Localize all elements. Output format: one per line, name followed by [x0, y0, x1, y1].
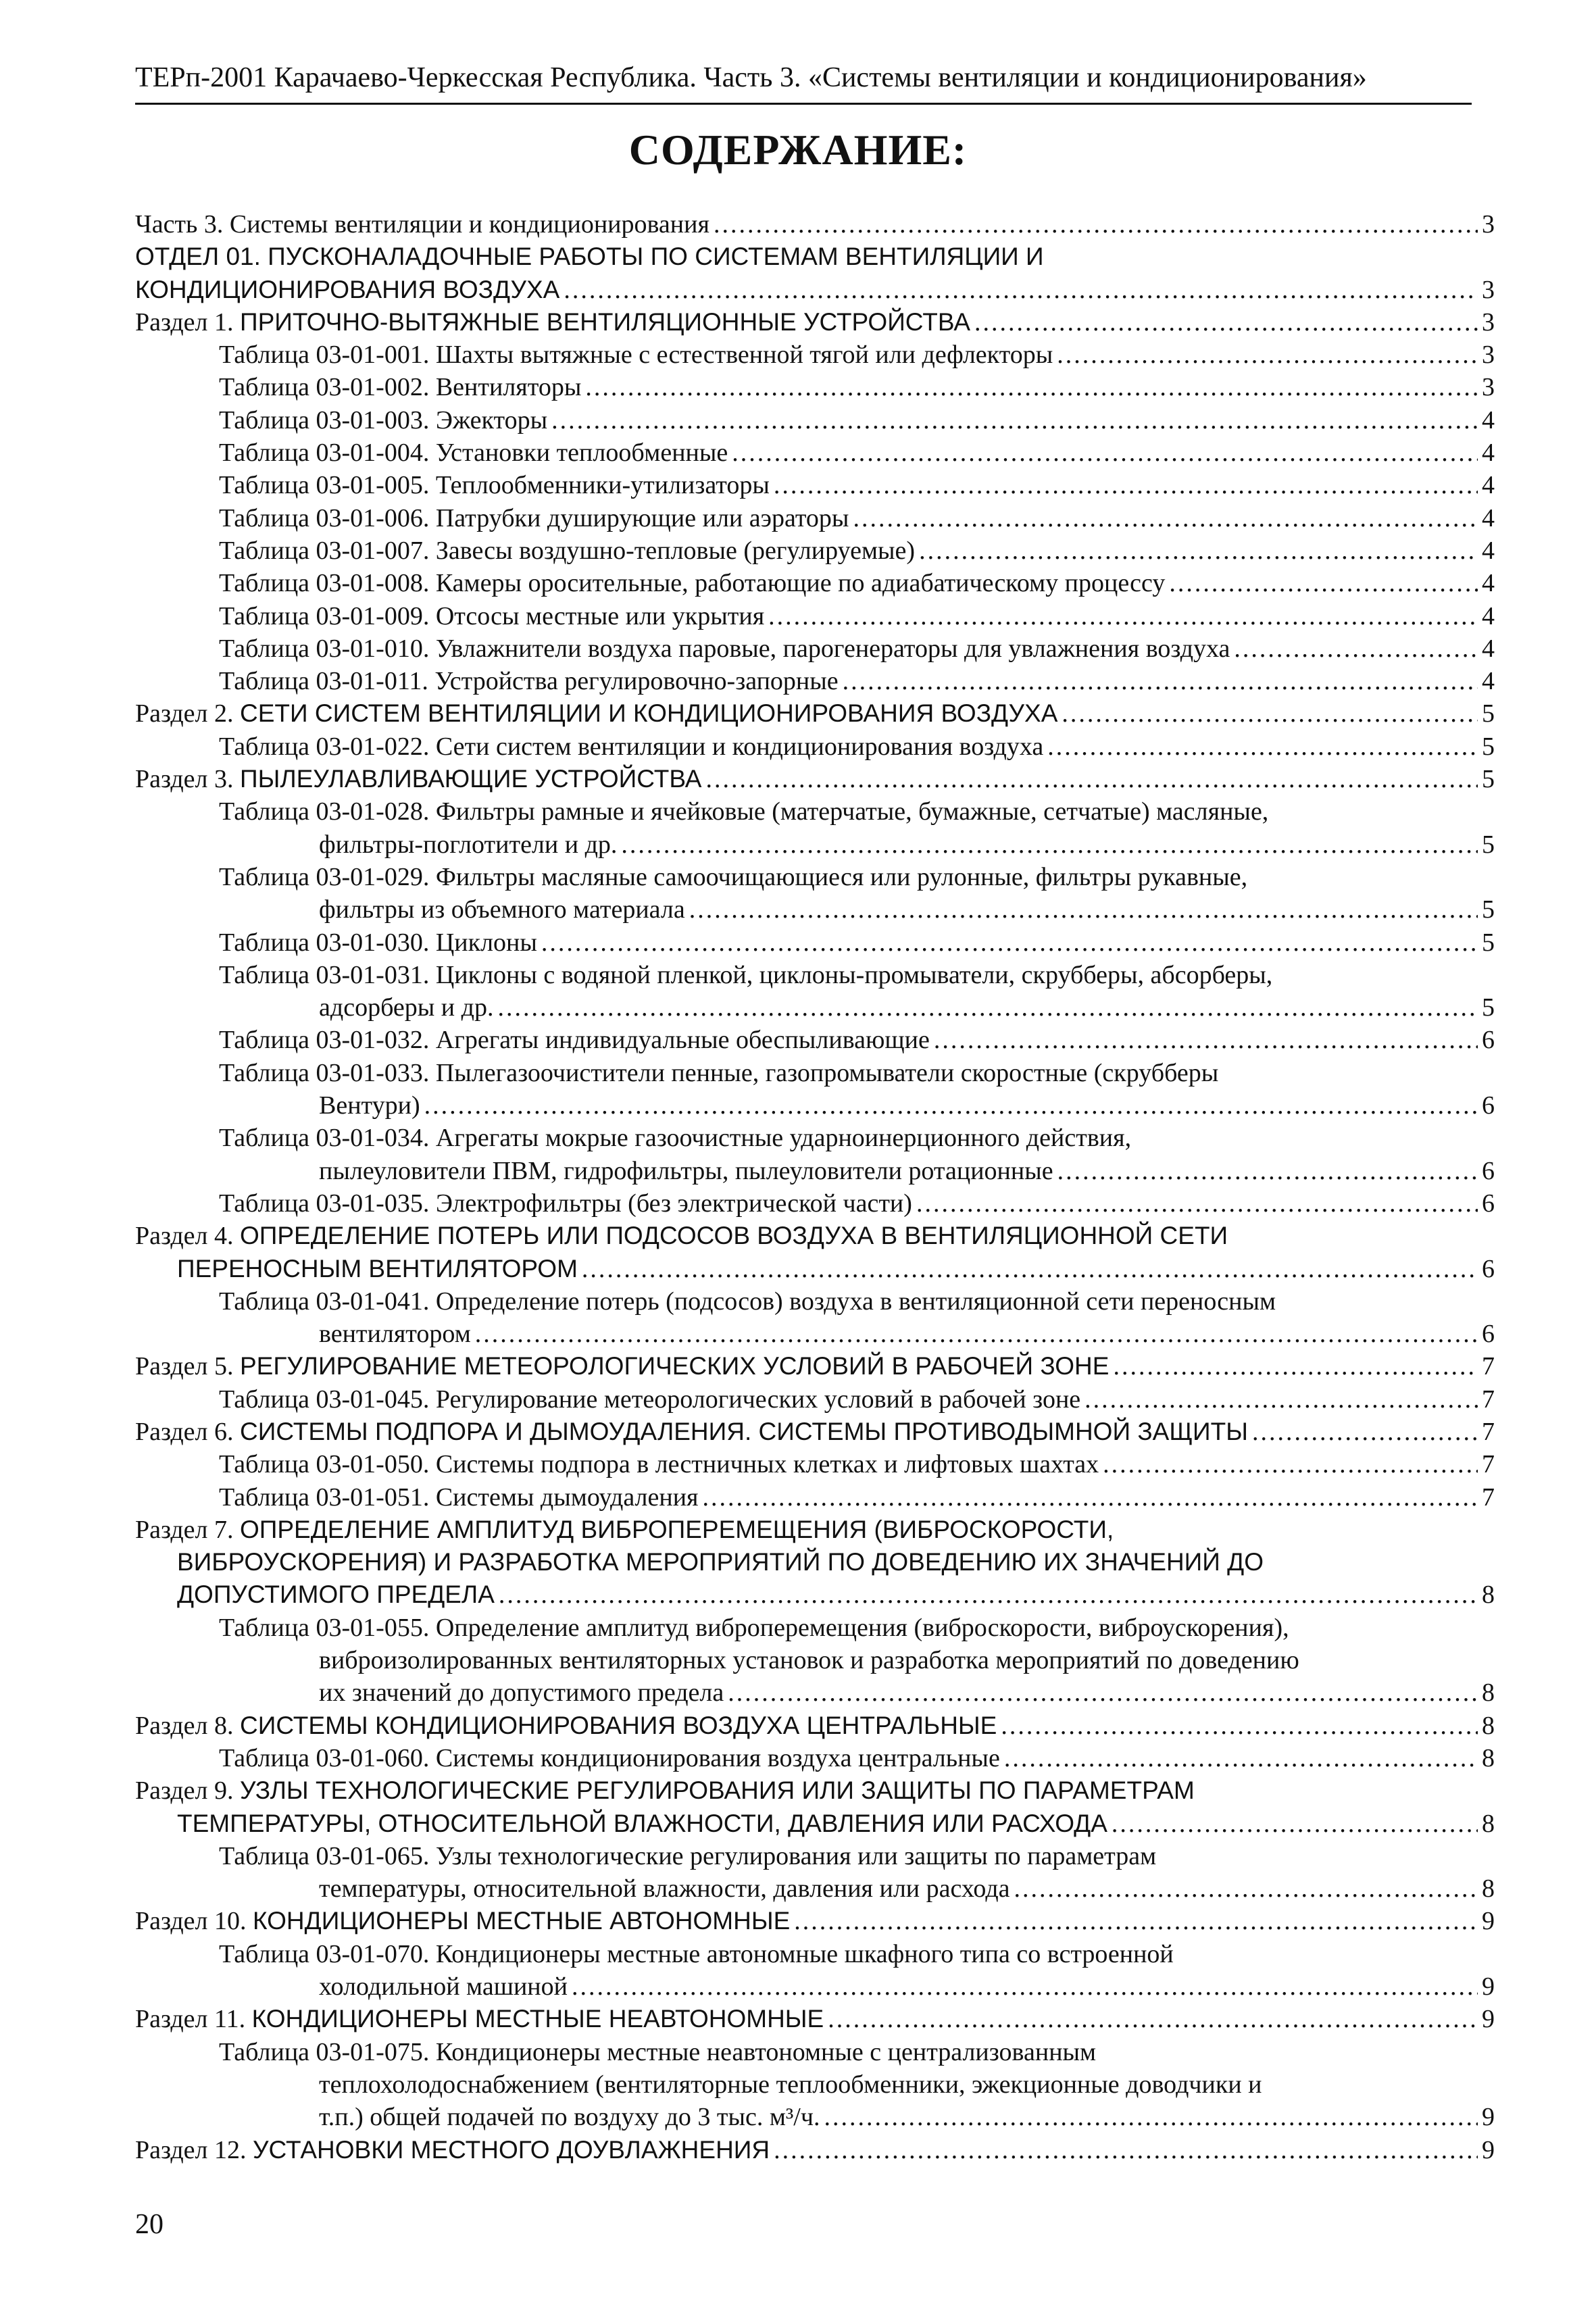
toc-page-number: 3 [1482, 373, 1495, 402]
toc-page-number: 4 [1482, 471, 1495, 500]
toc-entry-text: Таблица 03-01-031. Циклоны с водяной пленкой, циклоны-промыватели, скрубберы, абсорберы, [219, 960, 1273, 989]
toc-page-number: 8 [1482, 1580, 1495, 1610]
toc-page-number: 3 [1482, 210, 1495, 239]
toc-entry-table[interactable] [135, 1024, 1495, 1056]
dot-leader [1103, 1448, 1478, 1474]
toc-entry-section[interactable] [135, 697, 1495, 730]
toc-page-number: 4 [1482, 405, 1495, 434]
toc-entry-text: Раздел 4. ОПРЕДЕЛЕНИЕ ПОТЕРЬ ИЛИ ПОДСОСОВ ВОЗДУХА В ВЕНТИЛЯЦИОННОЙ СЕТИ [135, 1222, 1228, 1251]
toc-entry-table[interactable] [135, 926, 1495, 959]
dot-leader [1001, 1710, 1478, 1735]
toc-page-number: 5 [1482, 765, 1495, 794]
toc-entry-text: фильтры из объемного материала [319, 895, 685, 924]
toc-entry-text: Таблица 03-01-030. Циклоны [219, 928, 537, 957]
toc-entry-text: Таблица 03-01-035. Электрофильтры (без электрической части) [219, 1189, 912, 1218]
dot-leader [1062, 697, 1478, 723]
toc-entry-text: фильтры-поглотители и др. [319, 830, 618, 859]
toc-entry-text: Раздел 9. УЗЛЫ ТЕХНОЛОГИЧЕСКИЕ РЕГУЛИРОВАНИЯ ИЛИ ЗАЩИТЫ ПО ПАРАМЕТРАМ [135, 1776, 1195, 1806]
toc-page-number: 3 [1482, 275, 1495, 304]
toc-page-number: 5 [1482, 732, 1495, 761]
toc-section-label: Раздел 12. [135, 2135, 253, 2164]
toc-entry-text: виброизолированных вентиляторных установок и разработка мероприятий по доведению [319, 1646, 1299, 1675]
toc-page-number: 9 [1482, 2103, 1495, 2132]
page-number: 20 [135, 2209, 164, 2240]
toc-section-label: Раздел 9. [135, 1776, 240, 1806]
toc-entry-table[interactable] [135, 1612, 1495, 1710]
toc-entry-text: Таблица 03-01-002. Вентиляторы [219, 373, 582, 402]
toc-page-number: 8 [1482, 1678, 1495, 1708]
toc-entry-text: Таблица 03-01-065. Узлы технологические регулирования или защиты по параметрам [219, 1841, 1157, 1870]
toc-entry-text: Таблица 03-01-001. Шахты вытяжные с естественной тягой или дефлекторы [219, 341, 1053, 370]
toc-page-number: 6 [1482, 1026, 1495, 1055]
dot-leader [585, 371, 1478, 397]
toc-entry-table[interactable] [135, 1938, 1495, 2003]
toc-entry-table[interactable] [135, 339, 1495, 371]
toc-page-number: 7 [1482, 1352, 1495, 1381]
toc-entry-table[interactable] [135, 404, 1495, 437]
dot-leader [824, 2101, 1478, 2126]
dot-leader [703, 1481, 1478, 1507]
dot-leader [1057, 1155, 1478, 1180]
toc-entry-text: Таблица 03-01-010. Увлажнители воздуха паровые, парогенераторы для увлажнения воздуха [219, 634, 1230, 663]
table-of-contents [135, 208, 1495, 2166]
toc-entry-text: Таблица 03-01-005. Теплообменники-утилизаторы [219, 471, 770, 500]
toc-entry-table[interactable] [135, 1742, 1495, 1774]
toc-entry-text: Раздел 1. ПРИТОЧНО-ВЫТЯЖНЫЕ ВЕНТИЛЯЦИОННЫЕ УСТРОЙСТВА [135, 307, 971, 337]
toc-entry-text: Раздел 6. СИСТЕМЫ ПОДПОРА И ДЫМОУДАЛЕНИЯ. СИСТЕМЫ ПРОТИВОДЫМНОЙ ЗАЩИТЫ [135, 1417, 1248, 1446]
toc-page-number: 4 [1482, 569, 1495, 598]
toc-entry-text: ВИБРОУСКОРЕНИЯ) И РАЗРАБОТКА МЕРОПРИЯТИЙ ПО ДОВЕДЕНИЮ ИХ ЗНАЧЕНИЙ ДО [177, 1548, 1264, 1576]
toc-entry-table[interactable] [135, 600, 1495, 632]
toc-entry-table[interactable] [135, 861, 1495, 926]
toc-page-number: 4 [1482, 536, 1495, 565]
toc-entry-table[interactable] [135, 1840, 1495, 1906]
dot-leader [843, 665, 1478, 691]
toc-entry-table[interactable] [135, 2036, 1495, 2134]
toc-entry-text: Таблица 03-01-051. Системы дымоудаления [219, 1483, 699, 1512]
dot-leader [564, 274, 1478, 299]
dot-leader [582, 1253, 1478, 1278]
toc-entry-table[interactable] [135, 437, 1495, 469]
toc-entry-text: Таблица 03-01-029. Фильтры масляные самоочищающиеся или рулонные, фильтры рукавные, [219, 862, 1248, 891]
header-rule [135, 103, 1472, 105]
toc-entry-table[interactable] [135, 371, 1495, 403]
toc-page-number: 5 [1482, 830, 1495, 859]
dot-leader [768, 600, 1478, 626]
toc-page-number: 7 [1482, 1483, 1495, 1512]
toc-page-number: 6 [1482, 1320, 1495, 1349]
toc-page-number: 7 [1482, 1385, 1495, 1414]
toc-entry-table[interactable] [135, 665, 1495, 697]
toc-entry-table[interactable] [135, 469, 1495, 501]
dot-leader [728, 1676, 1478, 1702]
toc-entry-table[interactable] [135, 1448, 1495, 1480]
dot-leader [1004, 1742, 1478, 1768]
toc-section-label: Раздел 11. [135, 2005, 252, 2034]
toc-section-label: Раздел 10. [135, 1907, 253, 1936]
toc-page-number: 3 [1482, 341, 1495, 370]
toc-page-number: 4 [1482, 667, 1495, 696]
toc-page-number: 5 [1482, 895, 1495, 924]
toc-entry-text: вентилятором [319, 1320, 471, 1349]
toc-entry-text: КОНДИЦИОНИРОВАНИЯ ВОЗДУХА [135, 275, 560, 303]
toc-entry-text: Таблица 03-01-007. Завесы воздушно-тепловые (регулируемые) [219, 536, 916, 565]
dot-leader [551, 404, 1478, 430]
toc-entry-text: холодильной машиной [319, 1972, 568, 2001]
dot-leader [732, 437, 1478, 462]
toc-page-number: 6 [1482, 1189, 1495, 1218]
toc-entry-table[interactable] [135, 1481, 1495, 1514]
toc-entry-text: теплохолодоснабжением (вентиляторные теплообменники, эжекционные доводчики и [319, 2070, 1262, 2099]
dot-leader [828, 2003, 1478, 2028]
dot-leader [1014, 1872, 1478, 1898]
toc-page-number: 8 [1482, 1711, 1495, 1740]
toc-entry-text: Раздел 10. КОНДИЦИОНЕРЫ МЕСТНЫЕ АВТОНОМНЫЕ [135, 1907, 791, 1936]
toc-entry-text: Раздел 8. СИСТЕМЫ КОНДИЦИОНИРОВАНИЯ ВОЗДУХА ЦЕНТРАЛЬНЫЕ [135, 1711, 997, 1740]
dot-leader [621, 828, 1478, 854]
dot-leader [934, 1024, 1478, 1049]
toc-entry-table[interactable] [135, 1122, 1495, 1187]
toc-entry-text: Таблица 03-01-009. Отсосы местные или укрытия [219, 601, 765, 630]
toc-entry-text: Вентури) [319, 1091, 420, 1120]
toc-entry-text: Раздел 3. ПЫЛЕУЛАВЛИВАЮЩИЕ УСТРОЙСТВА [135, 765, 702, 794]
toc-page-number: 4 [1482, 439, 1495, 468]
dot-leader [1112, 1808, 1478, 1833]
toc-entry-text: Таблица 03-01-034. Агрегаты мокрые газоочистные ударноинерционного действия, [219, 1124, 1132, 1153]
toc-entry-text: Таблица 03-01-055. Определение амплитуд виброперемещения (виброскорости, виброускорения), [219, 1613, 1289, 1642]
toc-page-number: 7 [1482, 1417, 1495, 1446]
toc-entry-text: ДОПУСТИМОГО ПРЕДЕЛА [177, 1580, 495, 1609]
dot-leader [774, 2134, 1478, 2160]
toc-entry-text: температуры, относительной влажности, давления или расхода [319, 1874, 1010, 1903]
toc-page-number: 5 [1482, 928, 1495, 957]
toc-entry-text: Раздел 5. РЕГУЛИРОВАНИЕ МЕТЕОРОЛОГИЧЕСКИХ УСЛОВИЙ В РАБОЧЕЙ ЗОНЕ [135, 1352, 1109, 1381]
toc-entry-table[interactable] [135, 1383, 1495, 1416]
toc-page-number: 6 [1482, 1254, 1495, 1283]
toc-section-label: Раздел 7. [135, 1515, 240, 1544]
toc-page-number: 3 [1482, 307, 1495, 337]
toc-entry-section[interactable] [135, 763, 1495, 795]
toc-entry-section[interactable] [135, 1710, 1495, 1742]
dot-leader [572, 1970, 1478, 1996]
toc-entry-table[interactable] [135, 534, 1495, 567]
toc-entry-text: т.п.) общей подачей по воздуху до 3 тыс. м³/ч. [319, 2103, 820, 2132]
toc-page-number: 5 [1482, 993, 1495, 1022]
toc-section-label: Раздел 3. [135, 765, 240, 794]
toc-entry-section[interactable] [135, 241, 1495, 306]
toc-entry-text: Таблица 03-01-060. Системы кондиционирования воздуха центральные [219, 1743, 1000, 1772]
toc-entry-table[interactable] [135, 1285, 1495, 1351]
running-header: ТЕРп-2001 Карачаево-Черкесская Республика. Часть 3. «Системы вентиляции и кондиционирования» [135, 62, 1367, 93]
toc-entry-text: Раздел 11. КОНДИЦИОНЕРЫ МЕСТНЫЕ НЕАВТОНОМНЫЕ [135, 2005, 824, 2034]
toc-entry-section[interactable] [135, 306, 1495, 339]
toc-page-number: 9 [1482, 1972, 1495, 2001]
toc-entry-table[interactable] [135, 1057, 1495, 1122]
dot-leader [916, 1187, 1478, 1213]
toc-entry-table[interactable] [135, 959, 1495, 1024]
toc-entry-text: Раздел 7. ОПРЕДЕЛЕНИЕ АМПЛИТУД ВИБРОПЕРЕМЕЩЕНИЯ (ВИБРОСКОРОСТИ, [135, 1515, 1114, 1544]
toc-page-number: 4 [1482, 601, 1495, 630]
toc-page-number: 9 [1482, 2005, 1495, 2034]
toc-entry-text: Таблица 03-01-041. Определение потерь (подсосов) воздуха в вентиляционной сети переносным [219, 1287, 1276, 1316]
toc-page-number: 4 [1482, 634, 1495, 663]
toc-entry-section[interactable] [135, 1905, 1495, 1937]
toc-entry-section[interactable] [135, 1774, 1495, 1840]
toc-entry-part[interactable] [135, 208, 1495, 241]
toc-entry-section[interactable] [135, 2134, 1495, 2166]
toc-entry-text: Таблица 03-01-028. Фильтры рамные и ячейковые (матерчатые, бумажные, сетчатые) масляные, [219, 797, 1269, 826]
toc-entry-text: адсорберы и др. [319, 993, 494, 1022]
toc-entry-text: ПЕРЕНОСНЫМ ВЕНТИЛЯТОРОМ [177, 1254, 578, 1283]
toc-page-number: 5 [1482, 699, 1495, 728]
toc-section-label: Раздел 2. [135, 699, 240, 728]
toc-entry-text: Таблица 03-01-075. Кондиционеры местные неавтономные с централизованным [219, 2037, 1097, 2066]
toc-entry-text: Часть 3. Системы вентиляции и кондиционирования [135, 210, 709, 239]
dot-leader [919, 534, 1478, 560]
dot-leader [541, 926, 1478, 952]
toc-entry-text: Таблица 03-01-070. Кондиционеры местные автономные шкафного типа со встроенной [219, 1939, 1174, 1968]
toc-entry-text: Таблица 03-01-032. Агрегаты индивидуальные обеспыливающие [219, 1026, 930, 1055]
toc-section-label: Раздел 5. [135, 1352, 240, 1381]
toc-entry-text: их значений до допустимого предела [319, 1678, 724, 1708]
toc-section-label: Раздел 8. [135, 1711, 240, 1740]
dot-leader [1057, 339, 1478, 364]
toc-entry-text: Таблица 03-01-006. Патрубки душирующие или аэраторы [219, 503, 849, 532]
toc-entry-text: Раздел 12. УСТАНОВКИ МЕСТНОГО ДОУВЛАЖНЕНИЯ [135, 2135, 770, 2164]
dot-leader [974, 306, 1478, 332]
toc-entry-text: Таблица 03-01-008. Камеры оросительные, работающие по адиабатическому процессу [219, 569, 1166, 598]
dot-leader [475, 1318, 1478, 1343]
toc-entry-table[interactable] [135, 1187, 1495, 1220]
toc-page-number: 8 [1482, 1743, 1495, 1772]
toc-page-number: 6 [1482, 1156, 1495, 1185]
toc-entry-text: Раздел 2. СЕТИ СИСТЕМ ВЕНТИЛЯЦИИ И КОНДИЦИОНИРОВАНИЯ ВОЗДУХА [135, 699, 1058, 728]
toc-page-number: 7 [1482, 1450, 1495, 1479]
toc-page-number: 9 [1482, 2135, 1495, 2164]
dot-leader [497, 991, 1478, 1017]
toc-entry-table[interactable] [135, 502, 1495, 534]
dot-leader [1252, 1416, 1478, 1441]
toc-section-label: Раздел 1. [135, 307, 240, 337]
toc-entry-text: пылеуловители ПВМ, гидрофильтры, пылеуловители ротационные [319, 1156, 1053, 1185]
toc-entry-text: ОТДЕЛ 01. ПУСКОНАЛАДОЧНЫЕ РАБОТЫ ПО СИСТЕМАМ ВЕНТИЛЯЦИИ И [135, 243, 1044, 271]
dot-leader [794, 1905, 1478, 1931]
toc-page-number: 8 [1482, 1809, 1495, 1838]
toc-entry-table[interactable] [135, 730, 1495, 763]
toc-entry-text: Таблица 03-01-022. Сети систем вентиляции и кондиционирования воздуха [219, 732, 1044, 761]
page-title: СОДЕРЖАНИЕ: [628, 126, 968, 174]
toc-entry-section[interactable] [135, 2003, 1495, 2035]
dot-leader [1047, 730, 1478, 756]
toc-entry-text: Таблица 03-01-050. Системы подпора в лестничных клетках и лифтовых шахтах [219, 1450, 1099, 1479]
toc-entry-text: Таблица 03-01-011. Устройства регулировочно-запорные [219, 667, 839, 696]
dot-leader [689, 893, 1478, 919]
dot-leader [853, 502, 1478, 528]
toc-entry-table[interactable] [135, 632, 1495, 665]
toc-section-label: Раздел 4. [135, 1222, 240, 1251]
dot-leader [714, 208, 1478, 234]
toc-entry-text: Таблица 03-01-045. Регулирование метеорологических условий в рабочей зоне [219, 1385, 1081, 1414]
toc-page-number: 4 [1482, 503, 1495, 532]
dot-leader [1169, 567, 1478, 593]
toc-entry-text: ТЕМПЕРАТУРЫ, ОТНОСИТЕЛЬНОЙ ВЛАЖНОСТИ, ДАВЛЕНИЯ ИЛИ РАСХОДА [177, 1809, 1107, 1837]
dot-leader [1084, 1383, 1478, 1409]
toc-section-label: Раздел 6. [135, 1417, 240, 1446]
toc-entry-table[interactable] [135, 795, 1495, 861]
toc-entry-table[interactable] [135, 567, 1495, 599]
dot-leader [424, 1089, 1478, 1115]
dot-leader [499, 1578, 1478, 1604]
toc-page-number: 6 [1482, 1091, 1495, 1120]
dot-leader [706, 763, 1478, 789]
toc-page-number: 9 [1482, 1907, 1495, 1936]
toc-entry-text: Таблица 03-01-004. Установки теплообменные [219, 439, 728, 468]
toc-entry-text: Таблица 03-01-033. Пылегазоочистители пенные, газопромыватели скоростные (скрубберы [219, 1058, 1219, 1087]
toc-entry-section[interactable] [135, 1514, 1495, 1612]
toc-entry-section[interactable] [135, 1416, 1495, 1448]
toc-entry-text: Таблица 03-01-003. Эжекторы [219, 405, 548, 434]
toc-page-number: 8 [1482, 1874, 1495, 1903]
toc-entry-section[interactable] [135, 1220, 1495, 1285]
toc-entry-section[interactable] [135, 1350, 1495, 1383]
dot-leader [1113, 1350, 1478, 1376]
dot-leader [774, 469, 1478, 495]
dot-leader [1234, 632, 1478, 658]
